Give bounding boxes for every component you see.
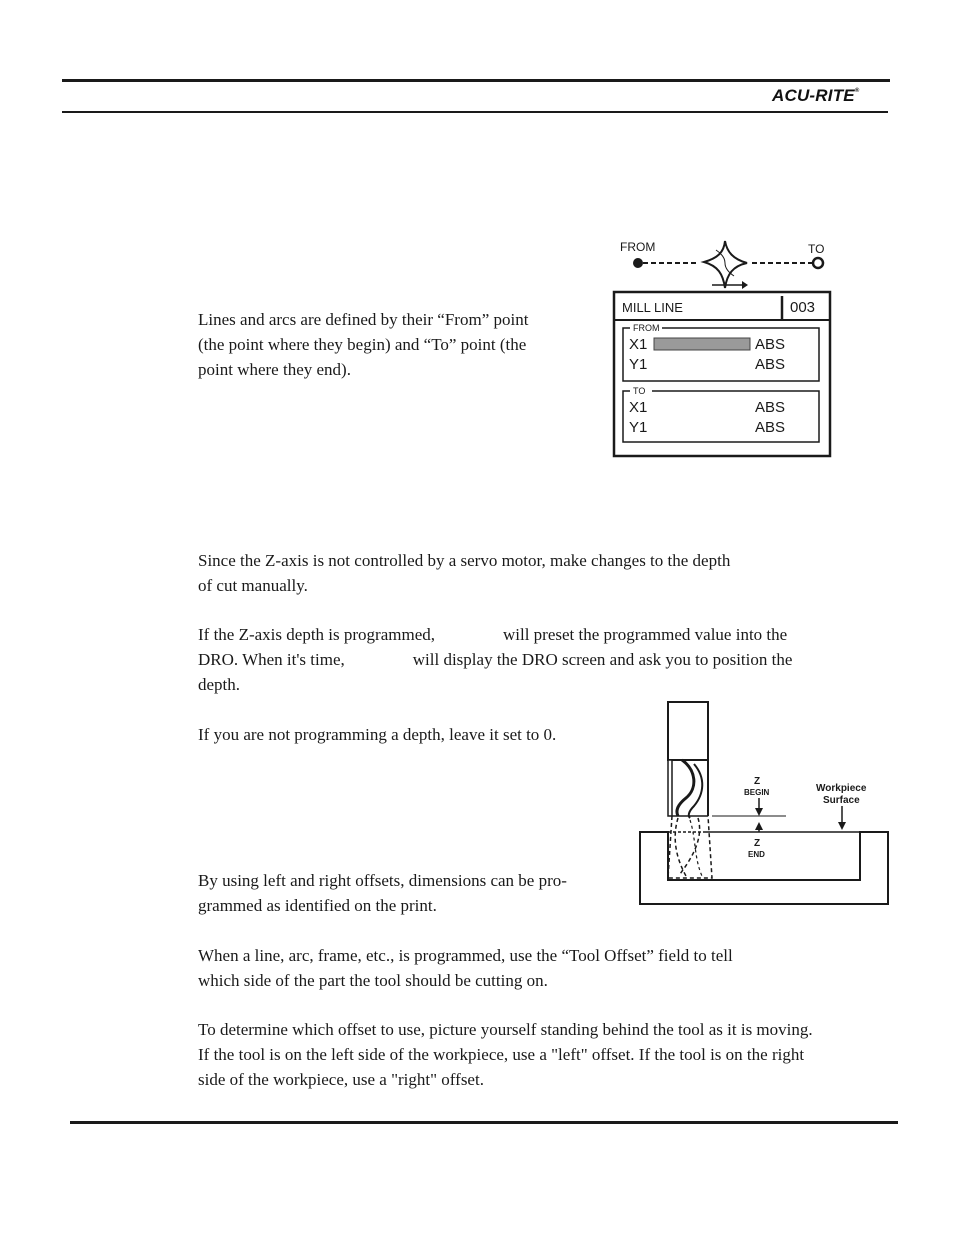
z-end-label-z: Z <box>754 838 761 849</box>
screen-title: MILL LINE <box>622 300 683 315</box>
text-line: of cut manually. <box>198 576 308 595</box>
x1-input-field[interactable] <box>654 338 750 350</box>
to-label: TO <box>808 242 825 256</box>
z-begin-label: BEGIN <box>744 788 770 797</box>
record-number: 003 <box>790 299 816 316</box>
to-y-axis: Y1 <box>629 419 648 436</box>
workpiece-outline <box>640 832 888 904</box>
z-axis-paragraph-2 <box>198 622 792 697</box>
text-line: grammed as identified on the print. <box>198 896 437 915</box>
text-line: Lines and arcs are defined by their “From” point <box>198 310 529 329</box>
workpiece-surface-label-2: Surface <box>823 795 860 806</box>
offset-paragraph-1 <box>198 868 567 918</box>
to-y-mode: ABS <box>755 419 786 436</box>
surface-arrow-icon <box>838 822 846 830</box>
z-end-label: END <box>748 850 765 859</box>
z-begin-label-z: Z <box>754 776 761 787</box>
header-bottom-rule <box>62 111 888 113</box>
depth-diagram <box>636 698 894 908</box>
offset-paragraph-3 <box>198 1017 813 1092</box>
text-line: side of the workpiece, use a "right" offset. <box>198 1070 484 1089</box>
text-line: To determine which offset to use, picture yourself standing behind the tool as it is moving. <box>198 1020 813 1039</box>
text-line: which side of the part the tool should be cutting on. <box>198 971 548 990</box>
from-to-paragraph <box>198 307 528 382</box>
footer-rule <box>70 1121 898 1124</box>
text-line: When a line, arc, frame, etc., is programmed, use the “Tool Offset” field to tell <box>198 946 733 965</box>
from-group-label: FROM <box>633 323 660 333</box>
from-point-icon <box>633 258 643 268</box>
z-begin-arrow-icon <box>755 808 763 816</box>
z-axis-paragraph-3 <box>198 722 556 747</box>
from-x-axis: X1 <box>629 336 648 353</box>
text-line: Since the Z-axis is not controlled by a servo motor, make changes to the depth <box>198 551 731 570</box>
from-y-mode: ABS <box>755 356 786 373</box>
offset-paragraph-2 <box>198 943 733 993</box>
text-line: point where they end). <box>198 360 351 379</box>
from-x-mode: ABS <box>755 336 786 353</box>
header-top-rule <box>62 79 890 82</box>
text-line: DRO. When it's time, will display the DRO screen and ask you to position the <box>198 650 793 669</box>
to-point-icon <box>813 258 823 268</box>
to-x-axis: X1 <box>629 399 648 416</box>
from-label: FROM <box>620 240 656 254</box>
to-x-mode: ABS <box>755 399 786 416</box>
mill-line-screen <box>612 290 834 460</box>
from-to-diagram <box>612 236 834 292</box>
from-y-axis: Y1 <box>629 356 648 373</box>
text-line: depth. <box>198 675 241 694</box>
to-group-label: TO <box>633 386 646 396</box>
text-line: If the tool is on the left side of the workpiece, use a "left" offset. If the tool is on the right <box>198 1045 805 1064</box>
text-line: If the Z-axis depth is programmed, will preset the programmed value into the <box>198 625 788 644</box>
z-axis-paragraph-1 <box>198 548 730 598</box>
text-line: By using left and right offsets, dimensions can be pro- <box>198 871 567 890</box>
end-mill-tool-icon <box>668 702 708 760</box>
workpiece-surface-label-1: Workpiece <box>816 783 867 794</box>
text-line: If you are not programming a depth, leave it set to 0. <box>198 725 557 744</box>
text-line: (the point where they begin) and “To” point (the <box>198 335 527 354</box>
acu-rite-logo: ACU-RITE® <box>772 86 860 105</box>
